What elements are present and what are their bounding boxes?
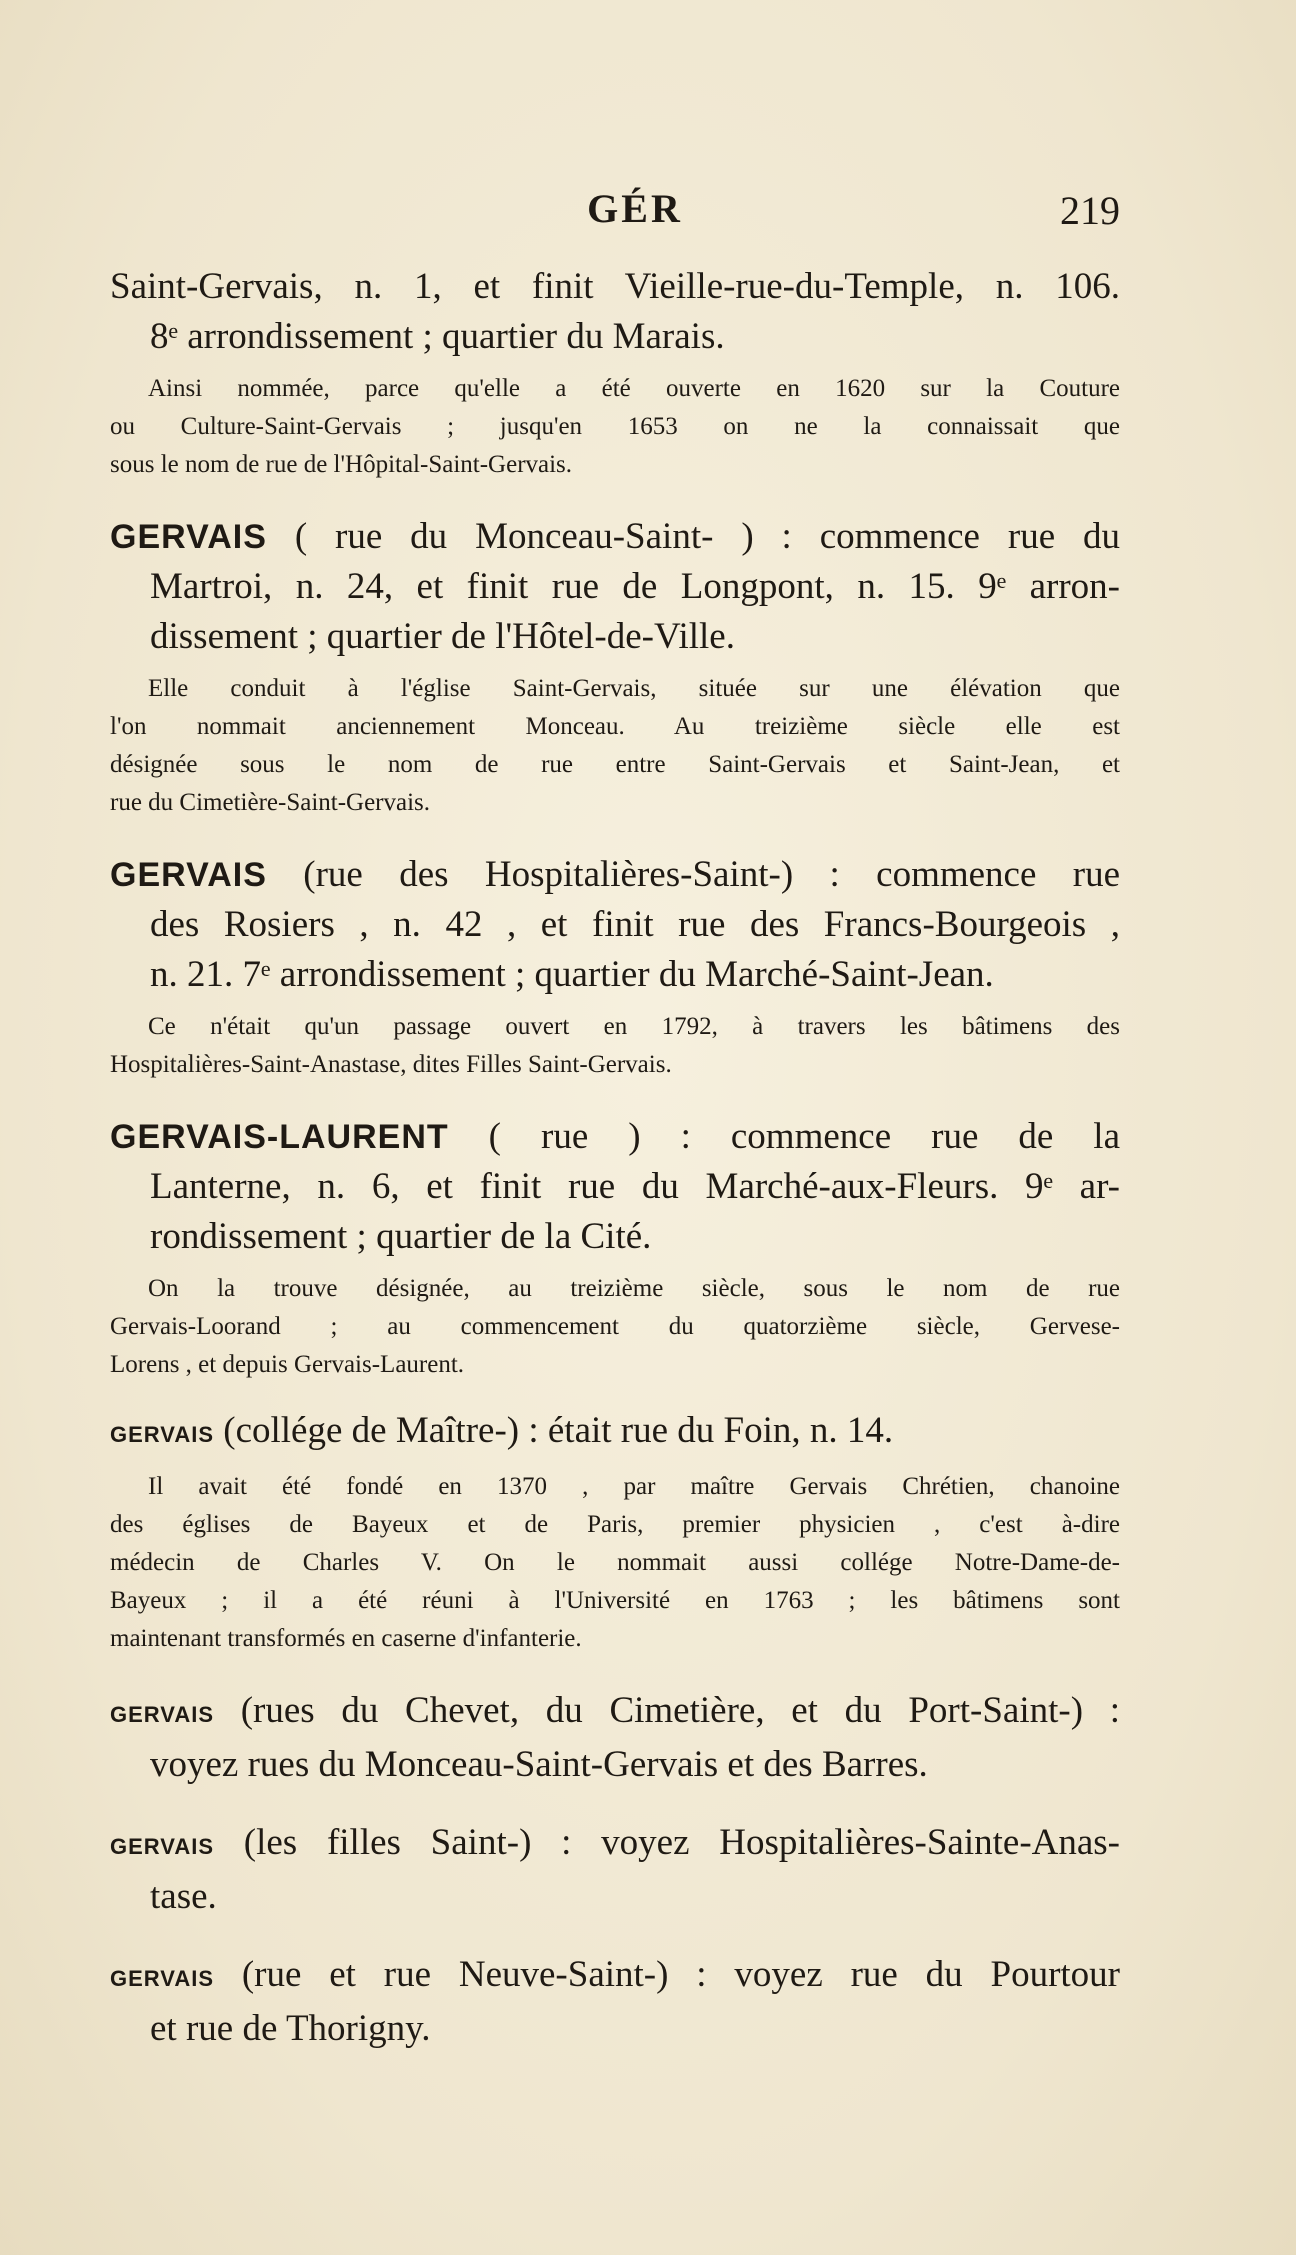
entry xyxy=(110,512,1120,822)
note-line: Gervais-Loorand ; au commencement du quatorzième siècle, Gervese- xyxy=(110,1313,1120,1340)
entry-headword: GERVAIS xyxy=(110,856,267,894)
note-line: Bayeux ; il a été réuni à l'Université en 1763 ; les bâtimens sont xyxy=(110,1587,1120,1614)
running-head: GÉR xyxy=(587,186,683,231)
note-line: ou Culture-Saint-Gervais ; jusqu'en 1653 on ne la connaissait que xyxy=(110,413,1120,440)
entry-line: ( rue du Monceau-Saint- ) : commence rue du xyxy=(294,516,1120,557)
entry-first-line xyxy=(110,1950,1120,2004)
entry-line: Lanterne, n. 6, et finit rue du Marché-aux-Fleurs. 9ᵉ ar- xyxy=(150,1166,1120,1207)
note-line: désignée sous le nom de rue entre Saint-Gervais et Saint-Jean, et xyxy=(110,751,1120,778)
entry-line: Martroi, n. 24, et finit rue de Longpont, n. 15. 9ᵉ arron- xyxy=(150,566,1120,607)
entry-line: n. 21. 7ᵉ arrondissement ; quartier du Marché-Saint-Jean. xyxy=(150,954,994,995)
entry-first-line xyxy=(110,850,1120,900)
entry-line: et rue de Thorigny. xyxy=(150,2008,431,2049)
entry-headword: GERVAIS xyxy=(110,1966,214,1991)
note-line: Elle conduit à l'église Saint-Gervais, située sur une élévation que xyxy=(148,675,1120,702)
entry-line: tase. xyxy=(150,1876,217,1917)
entry-line: (les filles Saint-) : voyez Hospitalières-Sainte-Anas- xyxy=(243,1822,1120,1863)
entry-headword: GERVAIS-LAURENT xyxy=(110,1118,449,1156)
note-line: On la trouve désignée, au treizième siècle, sous le nom de rue xyxy=(148,1275,1120,1302)
note-line: rue du Cimetière-Saint-Gervais. xyxy=(110,789,431,816)
entry xyxy=(110,850,1120,1084)
note-line: Hospitalières-Saint-Anastase, dites Filles Saint-Gervais. xyxy=(110,1051,672,1078)
entry-headword: GERVAIS xyxy=(110,1422,214,1447)
entry-line: des Rosiers , n. 42 , et finit rue des Francs-Bourgeois , xyxy=(150,904,1120,945)
note-line: Ainsi nommée, parce qu'elle a été ouverte en 1620 sur la Couture xyxy=(148,375,1120,402)
entry-line: rondissement ; quartier de la Cité. xyxy=(150,1216,652,1257)
entry-headword: GERVAIS xyxy=(110,1702,214,1727)
note-line: maintenant transformés en caserne d'infanterie. xyxy=(110,1625,582,1652)
entry-line: dissement ; quartier de l'Hôtel-de-Ville. xyxy=(150,616,735,657)
entry-line: (rues du Chevet, du Cimetière, et du Port-Saint-) : xyxy=(240,1690,1120,1731)
entry-headword: GERVAIS xyxy=(110,518,267,556)
entry-line: (collége de Maître-) : était rue du Foin, n. 14. xyxy=(223,1410,894,1451)
entry xyxy=(110,1950,1120,2054)
note-line: médecin de Charles V. On le nommait aussi collége Notre-Dame-de- xyxy=(110,1549,1120,1576)
note-line: sous le nom de rue de l'Hôpital-Saint-Gervais. xyxy=(110,451,573,478)
entry-first-line xyxy=(110,1686,1120,1740)
note-line: Il avait été fondé en 1370 , par maître Gervais Chrétien, chanoine xyxy=(148,1473,1120,1500)
entry-first-line xyxy=(110,1406,1120,1460)
entry-line: voyez rues du Monceau-Saint-Gervais et des Barres. xyxy=(150,1744,928,1785)
entry-line: 8ᵉ arrondissement ; quartier du Marais. xyxy=(150,316,725,357)
page-header xyxy=(150,185,1120,245)
entry-line: (rue des Hospitalières-Saint-) : commence rue xyxy=(303,854,1120,895)
page-text xyxy=(110,262,1120,2054)
note-line: des églises de Bayeux et de Paris, premier physicien , c'est à-dire xyxy=(110,1511,1120,1538)
entry-first-line xyxy=(110,1112,1120,1162)
entry-line: Saint-Gervais, n. 1, et finit Vieille-rue-du-Temple, n. 106. xyxy=(110,266,1120,307)
entry-continuation xyxy=(110,262,1120,484)
entry-headword: GERVAIS xyxy=(110,1834,214,1859)
entry-first-line xyxy=(110,1818,1120,1872)
note-line: l'on nommait anciennement Monceau. Au treizième siècle elle est xyxy=(110,713,1120,740)
note-line: Lorens , et depuis Gervais-Laurent. xyxy=(110,1351,465,1378)
page-number: 219 xyxy=(1060,188,1120,233)
entry xyxy=(110,1112,1120,1384)
entry-first-line xyxy=(110,512,1120,562)
entry xyxy=(110,1406,1120,1658)
entry-line: (rue et rue Neuve-Saint-) : voyez rue du Pourtour xyxy=(241,1954,1120,1995)
entry xyxy=(110,1686,1120,1790)
entry-line: ( rue ) : commence rue de la xyxy=(488,1116,1120,1157)
entry xyxy=(110,1818,1120,1922)
note-line: Ce n'était qu'un passage ouvert en 1792, à travers les bâtimens des xyxy=(148,1013,1120,1040)
